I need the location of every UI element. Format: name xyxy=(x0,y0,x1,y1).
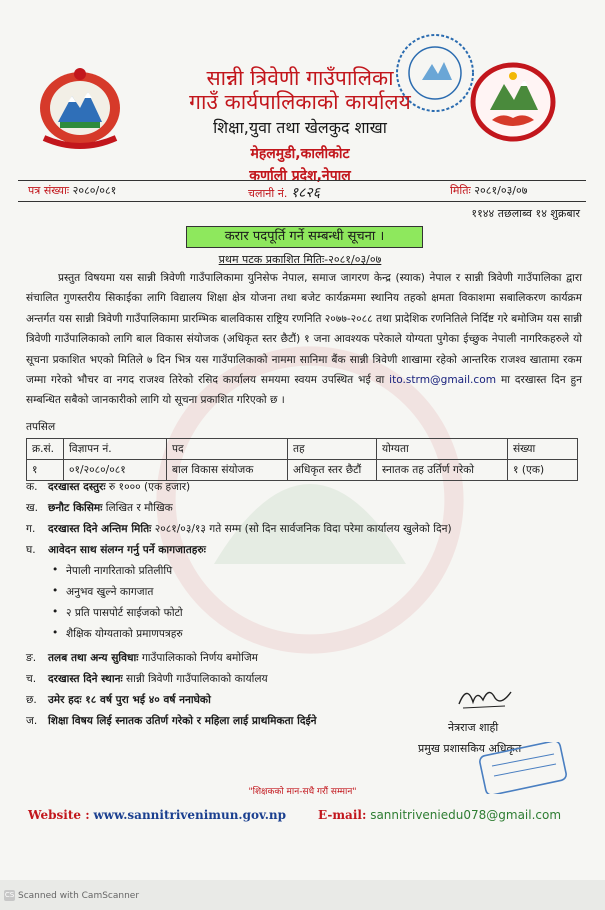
list-item: • २ प्रति पासपोर्ट साईजको फोटो xyxy=(66,606,183,620)
letter-number xyxy=(28,183,116,198)
nepal-sambat-date: ११४४ तछलाब्व १४ शुक्रबार xyxy=(471,207,580,220)
signature-icon xyxy=(455,682,515,712)
condition-deadline: ग. दरखास्त दिने अन्तिम मितिः २०८१/०३/१३ गते सम्म (सो दिन सार्वजनिक विदा परेमा कार्यालय खुलेको दिन) xyxy=(26,523,452,535)
cell-qualification: स्नातक तह उर्तिर्ण गरेको xyxy=(377,460,508,481)
condition-selection: ख. छनौट किसिमः लिखित र मौखिक xyxy=(26,502,173,514)
col-qualification: योग्यता xyxy=(377,439,508,460)
cell-level: अधिकृत स्तर छैटौं xyxy=(288,460,377,481)
publish-date: प्रथम पटक प्रकाशित मितिः-२०८१/०३/०७ xyxy=(218,253,382,266)
col-post: पद xyxy=(167,439,288,460)
letter-date-label: मितिः xyxy=(450,184,471,197)
details-label: तपसिल xyxy=(26,421,56,433)
condition-documents: घ. आवेदन साथ संलग्न गर्नु पर्ने कागजातहरुः xyxy=(26,544,206,556)
office-address: मेहलमुडी,कालीकोट xyxy=(250,146,350,162)
table-row xyxy=(27,460,578,481)
municipality-name: सान्नी त्रिवेणी गाउँपालिका xyxy=(206,66,394,90)
letter-number-value: २०८०/०८१ xyxy=(72,184,117,197)
footer-email xyxy=(318,808,561,822)
dispatch-number xyxy=(248,183,320,202)
condition-age: छ. उमेर हदः १८ वर्ष पुरा भई ४० वर्ष ननाघेको xyxy=(26,694,211,706)
email-label: E-mail: xyxy=(318,808,367,822)
province-name: कर्णाली प्रदेश,नेपाल xyxy=(249,168,351,184)
vacancy-table xyxy=(26,438,578,481)
footer-motto: "शिक्षकको मान-सधै गरौं सम्मान" xyxy=(248,787,357,797)
cell-post: बाल विकास संयोजक xyxy=(167,460,288,481)
website-label: Website : xyxy=(28,808,90,822)
list-item: • शैक्षिक योग्यताको प्रमाणपत्रहरु xyxy=(66,627,183,641)
cell-sn: १ xyxy=(27,460,64,481)
letter-date-value: २०८१/०३/०७ xyxy=(474,184,528,197)
website-link[interactable]: www.sannitrivenimun.gov.np xyxy=(93,808,287,822)
condition-salary: ङ. तलब तथा अन्य सुविधाः गाउँपालिकाको निर्णय बमोजिम xyxy=(26,652,259,664)
list-item: • अनुभव खुल्ने कागजात xyxy=(66,585,153,599)
municipality-logo-icon xyxy=(468,62,558,142)
office-name: गाउँ कार्यपालिकाको कार्यालय xyxy=(189,90,411,114)
dispatch-number-value: १८२६ xyxy=(290,185,320,201)
col-ad-no: विज्ञापन नं. xyxy=(64,439,167,460)
notice-title: करार पदपूर्ति गर्ने सम्बन्धी सूचना । xyxy=(186,226,423,248)
branch-name: शिक्षा,युवा तथा खेलकुद शाखा xyxy=(213,118,387,137)
col-sn: क्र.सं. xyxy=(27,439,64,460)
list-item: • नेपाली नागरिताको प्रतिलीपि xyxy=(66,564,172,578)
condition-fee: क. दरखास्त दस्तुरः रु १००० (एक हजार) xyxy=(26,481,191,493)
notice-email-link[interactable]: ito.strm@gmail.com xyxy=(389,374,497,387)
signatory-name: नेत्रराज शाही xyxy=(448,721,499,734)
signatory-post: प्रमुख प्रशासकिय अधिकृत xyxy=(418,742,522,755)
letter-date xyxy=(450,183,527,198)
scanner-watermark xyxy=(4,890,139,901)
table-header-row xyxy=(27,439,578,460)
scanner-text: Scanned with CamScanner xyxy=(18,891,140,901)
camscanner-icon: CS xyxy=(4,891,15,899)
footer-website xyxy=(28,808,286,822)
notice-body xyxy=(26,268,582,411)
cell-count: १ (एक) xyxy=(508,460,578,481)
condition-place: च. दरखास्त दिने स्थानः सान्नी त्रिवेणी गाउँपालिकाको कार्यालय xyxy=(26,673,268,685)
col-count: संख्या xyxy=(508,439,578,460)
email-link[interactable]: sannitriveniedu078@gmail.com xyxy=(370,808,562,822)
notice-body-main: प्रस्तुत विषयमा यस सान्नी त्रिवेणी गाउँपालिकामा युनिसेफ नेपाल, समाज जागरण केन्द्र (स्याक) नेपाल र सान्नी त्रिवेणी गाउँपालिका द्वारा संचालित गुणस्तरीय सिकाईका लागि विद्यालय शिक्षा क्षेत्र योजना तथा बजेट कार्यक्रममा स्थानिय तहको क्षमता विकाशमा सबालिकरण कार्यक्रम अन्तर्गत यस सान्नी त्रिवेणी गाउँपालिकामा प्रारम्भिक बालविकास राष्ट्रिय रणनिति २०७७-२०८८ तथा प्रादेशिक रणनितिले निर्दिष्ट गरे बमोजिम यस सान्नी त्रिवेणी गाउँपालिकाको लागि बाल विकास संयोजक (अधिकृत स्तर छैटौं) १ जना आवश्यक परेकाले योग्यता पुगेका ईच्छुक नेपाली नागरिकहरुले यो सूचना प्रकाशित भएको मितिले ७ दिन भित्र यस गाउँपालिकाको नाममा सानिमा बैंक सान्नी त्रिवेणी शाखामा रहेको आन्तरिक राजश्व खातामा रकम जम्मा गरेको भौचर वा नगद राजश्व तिरेको रसिद कार्यालय समयमा स्वयम उपस्थित भई वा xyxy=(26,272,582,387)
cell-ad-no: ०१/२०८०/०८१ xyxy=(64,460,167,481)
dispatch-number-label: चलानी नं. xyxy=(248,187,288,200)
letter-number-label: पत्र संख्याः xyxy=(28,184,70,197)
notice-body-tail: मा दरखास्त दिन हुन सम्बन्धित सबैको जानकारीको लागि यो सूचना प्रकाशित गरिएको छ । xyxy=(26,374,582,407)
ref-divider xyxy=(18,201,586,202)
nepal-emblem-icon xyxy=(30,62,130,150)
condition-priority: ज. शिक्षा विषय लिई स्नातक उतिर्ण गरेको र महिला लाई प्राथमिकता दिईने xyxy=(26,715,317,727)
header-divider xyxy=(18,180,586,181)
col-level: तह xyxy=(288,439,377,460)
